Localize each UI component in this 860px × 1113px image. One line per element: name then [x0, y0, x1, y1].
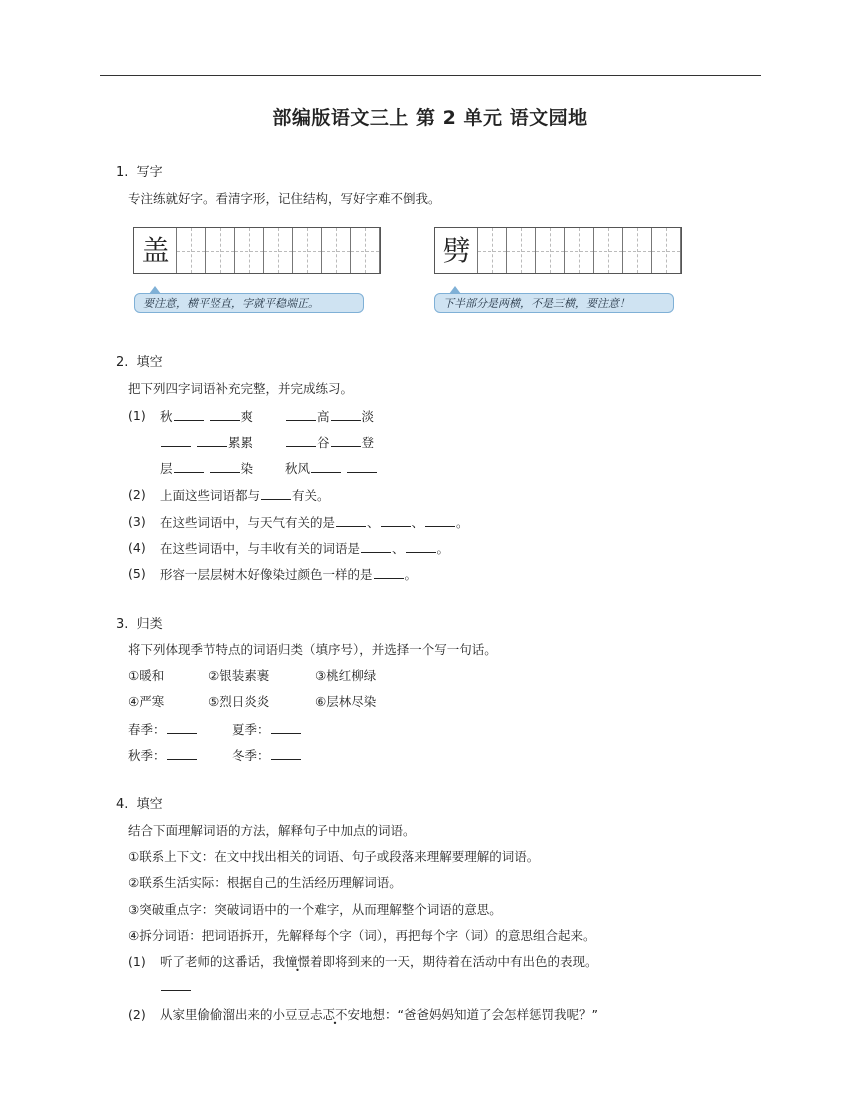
separator: 、 [367, 515, 380, 530]
separator: 、 [411, 515, 425, 530]
idiom-5 [160, 459, 253, 478]
blank[interactable] [347, 459, 377, 473]
blank[interactable] [374, 565, 404, 579]
q4-part1-number: (1) [128, 954, 146, 969]
q2-part5-number: (5) [128, 566, 146, 581]
q2-part4-number: (4) [128, 540, 146, 555]
q4-part2-number: (2) [128, 1007, 146, 1022]
idiom-3 [160, 433, 253, 452]
q2-part1-number: (1) [128, 408, 146, 423]
blank[interactable] [167, 720, 197, 734]
q3-number: 3. [116, 617, 129, 632]
page-title: 部编版语文三上 第 2 单元 语文园地 [272, 107, 588, 129]
question-text: 在这些词语中，与天气有关的是 [160, 515, 336, 530]
sentence-text: 着即将到来的一天，期待着在活动中有出色的表现。 [310, 954, 598, 969]
grid-cell[interactable] [293, 228, 322, 273]
question-text: 有关。 [292, 488, 330, 503]
blank[interactable] [161, 433, 191, 447]
q4-heading [116, 796, 163, 814]
idiom-2 [285, 407, 374, 426]
grid-cell[interactable] [206, 228, 235, 273]
q2-part2 [160, 486, 330, 505]
tip-bubble-2: 下半部分是两横，不是三横，要注意！ [434, 293, 674, 313]
grid-cell[interactable] [322, 228, 351, 273]
sentence-text: 从家里偷偷溜出来的小豆豆 [160, 1007, 311, 1022]
q4-method-3: ③突破重点字：突破词语中的一个难字，从而理解整个词语的意思。 [128, 902, 502, 917]
q2-part3 [160, 513, 469, 532]
blank[interactable] [261, 486, 291, 500]
q4-part2 [160, 1006, 598, 1024]
grid-cell[interactable] [652, 228, 681, 273]
q4-instruction: 结合下面理解词语的方法，解释句子中加点的词语。 [128, 823, 416, 838]
blank[interactable] [286, 407, 316, 421]
q4-method-4: ④拆分词语：把词语拆开，先解释每个字（词），再把每个字（词）的意思组合起来。 [128, 928, 596, 943]
grid-cell[interactable] [623, 228, 652, 273]
blank[interactable] [336, 513, 366, 527]
blank[interactable] [174, 459, 204, 473]
blank[interactable] [311, 459, 341, 473]
q4-part1 [160, 953, 598, 971]
grid-cell[interactable] [536, 228, 565, 273]
question-text: 形容一层层树木好像染过颜色一样的是 [160, 567, 373, 582]
q2-part3-number: (3) [128, 514, 146, 529]
blank[interactable] [331, 407, 361, 421]
idiom-text: 高 [317, 409, 330, 424]
blank[interactable] [425, 513, 455, 527]
writing-grid-1[interactable] [133, 227, 381, 274]
header-rule [100, 75, 761, 76]
q3-item: ①暖和 [128, 668, 165, 683]
q1-instruction: 专注练就好字。看清字形，记住结构，写好字难不倒我。 [128, 191, 441, 206]
grid-cell[interactable] [507, 228, 536, 273]
writing-grid-2[interactable] [434, 227, 682, 274]
q3-item: ③桃红柳绿 [315, 668, 377, 683]
sample-character-1: 盖 [141, 234, 170, 267]
idiom-text: 层 [160, 461, 173, 476]
q2-instruction: 把下列四字词语补充完整，并完成练习。 [128, 381, 354, 396]
q2-title: 填空 [136, 355, 163, 370]
grid-cell[interactable] [235, 228, 264, 273]
q2-heading [116, 354, 163, 372]
dotted-word: 憧憬 [285, 954, 311, 969]
idiom-text: 登 [361, 435, 375, 450]
grid-cell[interactable] [565, 228, 594, 273]
blank[interactable] [167, 746, 197, 760]
idiom-6 [285, 459, 378, 478]
question-text: 上面这些词语都与 [160, 488, 261, 503]
q3-heading [116, 616, 163, 634]
grid-cell[interactable] [177, 228, 206, 273]
q3-item: ②银装素裹 [208, 668, 270, 683]
q3-item: ⑥层林尽染 [315, 694, 377, 709]
blank[interactable] [210, 407, 240, 421]
blank[interactable] [406, 539, 436, 553]
sentence-text: 地想：“爸爸妈妈知道了会怎样惩罚我呢？” [360, 1007, 598, 1022]
q3-item: ④严寒 [128, 694, 165, 709]
period: 。 [404, 567, 418, 582]
idiom-text: 秋 [160, 409, 173, 424]
q1-heading [116, 164, 163, 182]
idiom-text: 淡 [361, 409, 375, 424]
season-label: 冬季： [232, 748, 270, 763]
season-label: 秋季： [128, 748, 166, 763]
blank[interactable] [197, 433, 227, 447]
q4-part1-answer [160, 977, 192, 996]
q4-method-2: ②联系生活实际：根据自己的生活经历理解词语。 [128, 875, 402, 890]
idiom-text: 染 [240, 461, 254, 476]
grid-cell[interactable] [264, 228, 293, 273]
idiom-1 [160, 407, 253, 426]
idiom-text: 谷 [317, 435, 330, 450]
period: 。 [456, 515, 469, 530]
q3-item: ⑤烈日炎炎 [208, 694, 270, 709]
grid-cell[interactable] [594, 228, 623, 273]
q3-instruction: 将下列体现季节特点的词语归类（填序号），并选择一个写一句话。 [128, 642, 497, 657]
q4-title: 填空 [136, 797, 163, 812]
tip-bubble-1: 要注意，横平竖直，字就平稳端正。 [134, 293, 364, 313]
blank[interactable] [286, 433, 316, 447]
separator: 、 [392, 541, 405, 556]
dotted-word: 忐忑不安 [310, 1007, 361, 1022]
question-text: 在这些词语中，与丰收有关的词语是 [160, 541, 361, 556]
sentence-text: 听了老师的这番话，我 [160, 954, 286, 969]
blank[interactable] [271, 720, 301, 734]
sample-character-2: 劈 [442, 234, 471, 267]
idiom-text: 累累 [227, 435, 253, 450]
season-winter [232, 746, 302, 765]
blank[interactable] [271, 746, 301, 760]
blank[interactable] [174, 407, 204, 421]
grid-cell[interactable] [478, 228, 507, 273]
period: 。 [436, 541, 450, 556]
blank[interactable] [210, 459, 240, 473]
season-summer [232, 720, 302, 739]
blank[interactable] [381, 513, 411, 527]
q4-number: 4. [116, 797, 129, 812]
blank[interactable] [161, 977, 191, 991]
idiom-text: 爽 [240, 409, 254, 424]
q2-part4 [160, 539, 449, 558]
q2-number: 2. [116, 355, 129, 370]
grid-cell[interactable] [351, 228, 380, 273]
season-autumn [128, 746, 198, 765]
season-label: 春季： [128, 722, 166, 737]
q2-part5 [160, 565, 417, 584]
q1-number: 1. [116, 165, 129, 180]
blank[interactable] [331, 433, 361, 447]
q4-method-1: ①联系上下文：在文中找出相关的词语、句子或段落来理解要理解的词语。 [128, 849, 540, 864]
season-label: 夏季： [232, 722, 270, 737]
q2-part2-number: (2) [128, 487, 146, 502]
q3-title: 归类 [136, 617, 163, 632]
season-spring [128, 720, 198, 739]
blank[interactable] [361, 539, 391, 553]
idiom-text: 秋风 [285, 461, 311, 476]
q1-title: 写字 [136, 165, 163, 180]
idiom-4 [285, 433, 374, 452]
